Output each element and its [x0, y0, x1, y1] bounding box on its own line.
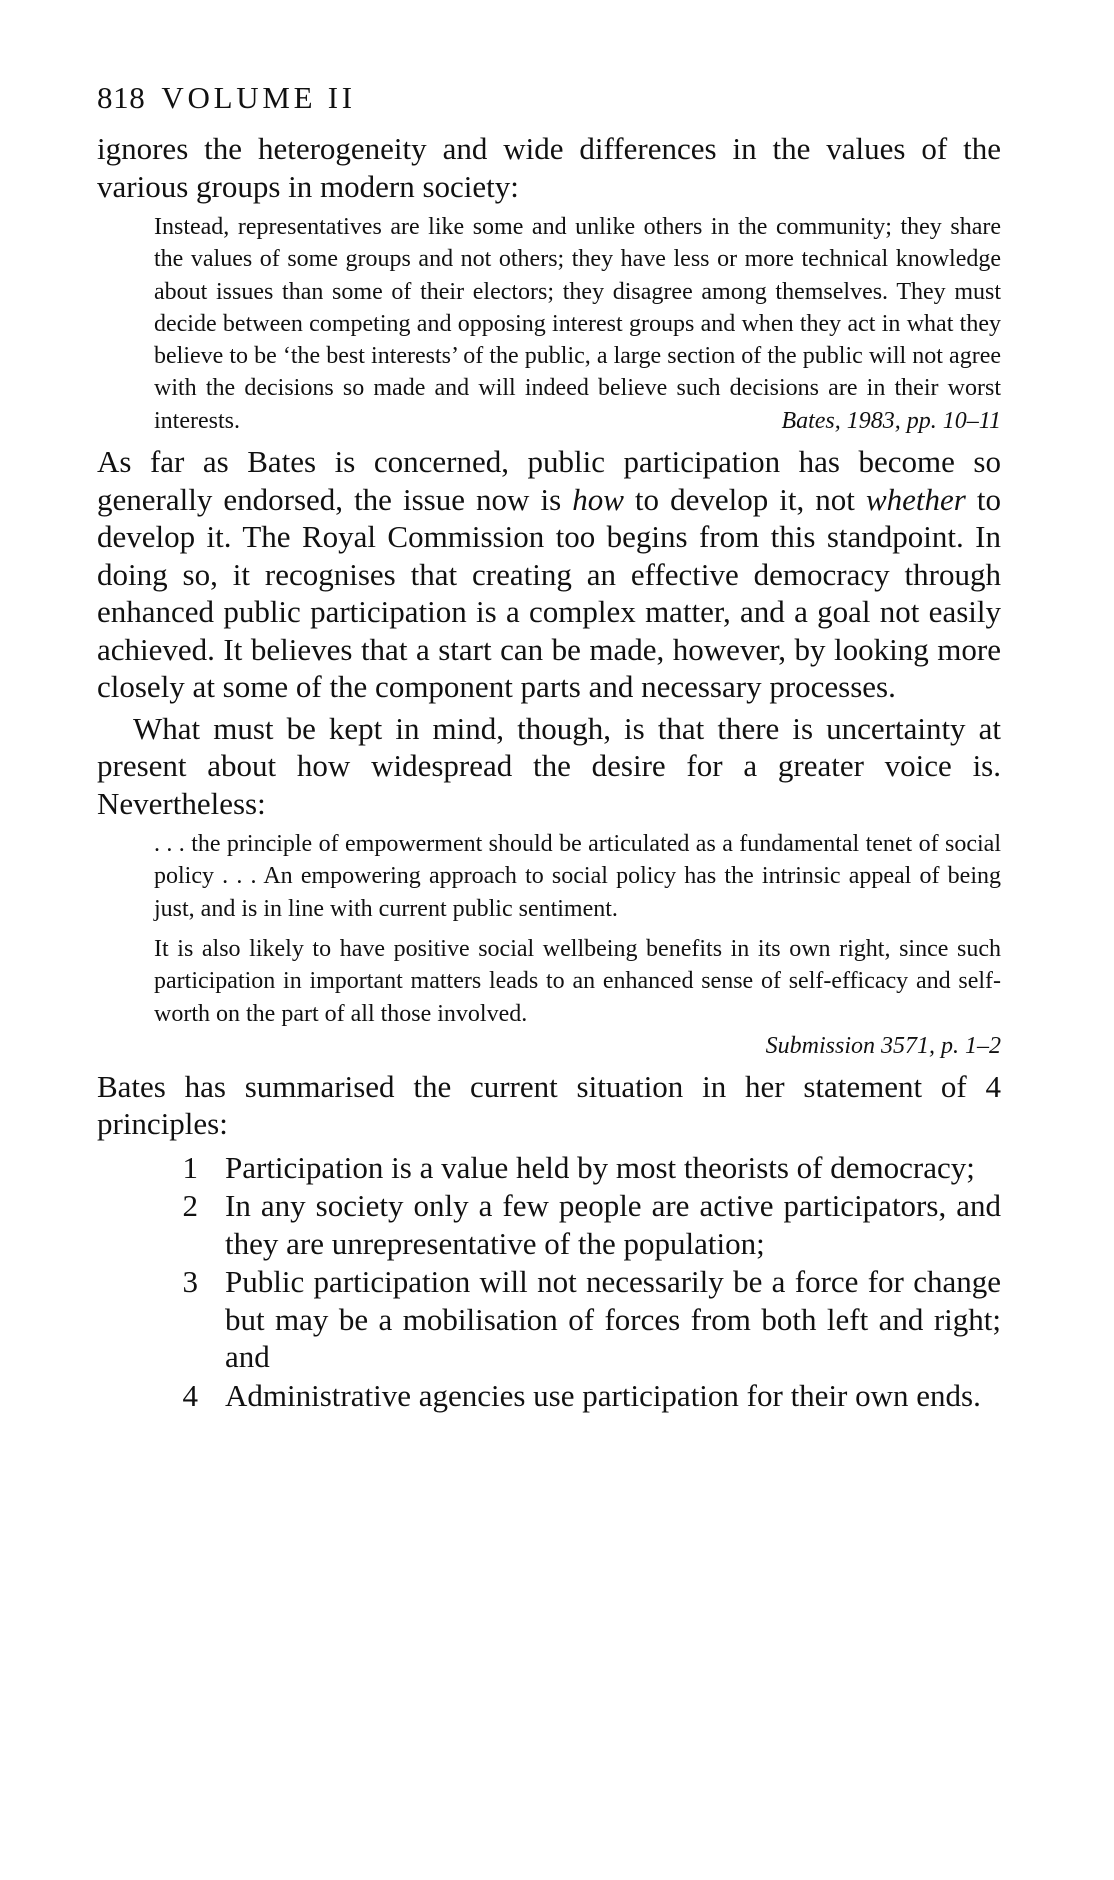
paragraph-2-part-a: As far as Bates is concerned, public participation has become so generally endorsed, the issue now is	[97, 444, 1001, 517]
page	[97, 78, 1001, 1415]
paragraph-3: What must be kept in mind, though, is that there is uncertainty at present about how widespread the desire for a greater voice is. Nevertheless:	[97, 710, 1001, 821]
quote-2-citation: Submission 3571, p. 1–2	[765, 1032, 1001, 1059]
list-item-number: 2	[182, 1188, 198, 1224]
quote-1	[97, 211, 1001, 437]
list-item-number: 1	[182, 1149, 198, 1185]
list-item	[97, 1187, 1001, 1262]
list-item	[97, 1149, 1001, 1187]
quote-1-body: Instead, representatives are like some and unlike others in the community; they share the values of some groups and not others; they have less or more technical knowledge about issues than some of their electors; they disagree among themselves. They must decide between competing and opposing interest groups and when they act in what they believe to be ‘the best interests’ of the public, a large section of the public will not agree with the decisions so made and will indeed believe such decisions are in their worst interests.	[154, 214, 1001, 434]
paragraph-2-how: how	[572, 481, 624, 517]
paragraph-1: ignores the heterogeneity and wide differences in the values of the various groups in modern society:	[97, 131, 1001, 204]
list-item-number: 3	[182, 1264, 198, 1300]
list-item-text: Public participation will not necessarily be a force for change but may be a mobilisation of forces from both left and right; and	[225, 1264, 1001, 1375]
list-item	[97, 1263, 1001, 1376]
list-item-number: 4	[182, 1377, 198, 1413]
volume-label: VOLUME II	[161, 80, 356, 115]
list-item-text: Administrative agencies use participation for their own ends.	[225, 1377, 981, 1413]
principles-list	[97, 1149, 1001, 1415]
list-item	[97, 1377, 1001, 1415]
list-item-text: In any society only a few people are active participators, and they are unrepresentative of the population;	[225, 1188, 1001, 1261]
paragraph-2-whether: whether	[865, 481, 966, 517]
quote-1-citation: Bates, 1983, pp. 10–11	[781, 407, 1001, 434]
paragraph-2	[97, 443, 1001, 706]
paragraph-2-part-b: to develop it, not	[623, 481, 866, 517]
quote-2-para-1: . . . the principle of empowerment should be articulated as a fundamental tenet of social policy . . . An empowering approach to social policy has the intrinsic appeal of being just, and is in line with current public sentiment.	[154, 831, 1001, 922]
page-number: 818	[97, 80, 146, 115]
paragraph-2-part-c: to develop it. The Royal Commission too begins from this standpoint. In doing so, it recognises that creating an effective democracy through enhanced public participation is a complex matter, and a goal not easily achieved. It believes that a start can be made, however, by looking more closely at some of the component parts and necessary processes.	[97, 481, 1001, 705]
running-header	[97, 78, 1001, 118]
list-item-text: Participation is a value held by most theorists of democracy;	[225, 1149, 975, 1185]
quote-1-text	[154, 211, 1001, 437]
quote-2	[97, 828, 1001, 1062]
quote-2-para-2: It is also likely to have positive social wellbeing benefits in its own right, since such participation in important matters leads to an enhanced sense of self-efficacy and self-worth on the part of all those involved.	[154, 935, 1001, 1027]
paragraph-4: Bates has summarised the current situation in her statement of 4 principles:	[97, 1068, 1001, 1142]
